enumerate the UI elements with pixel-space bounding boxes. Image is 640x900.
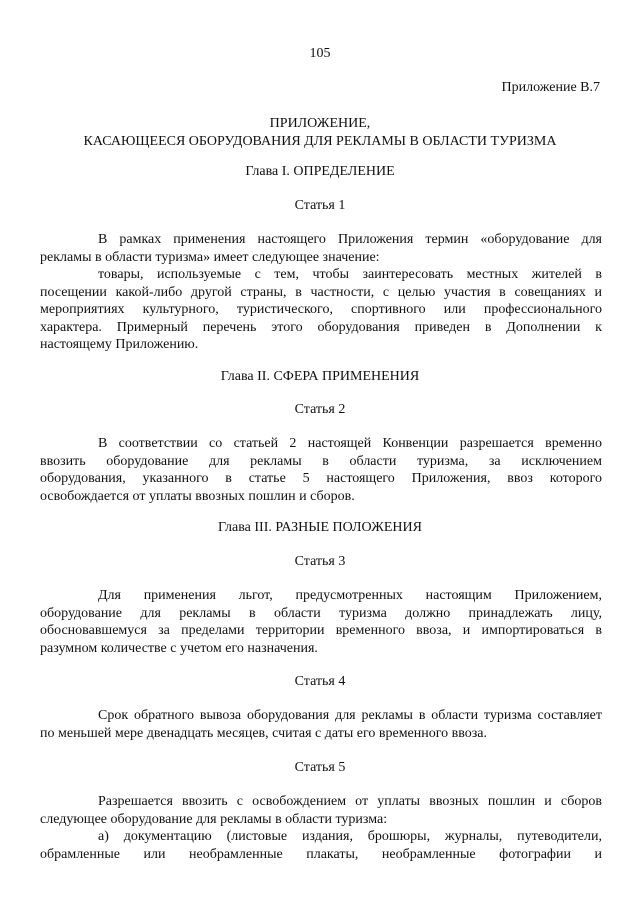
chapter-3-heading: Глава III. РАЗНЫЕ ПОЛОЖЕНИЯ — [218, 520, 422, 535]
article-3-heading: Статья 3 — [294, 554, 346, 569]
appendix-label: Приложение В.7 — [501, 80, 600, 95]
a3-line-2: оборудование для рекламы в области туризма должно принадлежать лицу, — [40, 605, 602, 621]
article-5-heading: Статья 5 — [294, 760, 346, 775]
a1-line-5: мероприятиях культурного, туристического, спортивного или профессионального — [40, 302, 602, 317]
a3-line-1: Для применения льгот, предусмотренных настоящим Приложением, — [98, 588, 602, 603]
a2-line-2: ввозить оборудование для рекламы в области туризма, за исключением — [40, 453, 602, 469]
article-4-heading: Статья 4 — [294, 674, 346, 689]
a5-line-1: Разрешается ввозить с освобождением от уплаты ввозных пошлин и сборов — [98, 794, 602, 809]
page-number: 105 — [309, 46, 331, 61]
a5-line-2: следующее оборудование для рекламы в области туризма: — [40, 811, 388, 827]
article-5-text — [40, 793, 602, 863]
a1-line-7: настоящему Приложению. — [40, 337, 199, 352]
article-1-text — [40, 231, 602, 354]
a1-line-2: рекламы в области туризма» имеет следующее значение: — [40, 249, 380, 265]
chapter-2-heading: Глава II. СФЕРА ПРИМЕНЕНИЯ — [220, 369, 420, 384]
a1-line-3: товары, используемые с тем, чтобы заинтересовать местных жителей в — [98, 267, 602, 282]
a1-line-1: В рамках применения настоящего Приложения термин «оборудование для — [98, 232, 602, 247]
title-line-2: КАСАЮЩЕЕСЯ ОБОРУДОВАНИЯ ДЛЯ РЕКЛАМЫ В ОБЛАСТИ ТУРИЗМА — [83, 133, 557, 149]
a2-line-4: освобождается от уплаты ввозных пошлин и сборов. — [40, 488, 355, 504]
a2-line-1: В соответствии со статьей 2 настоящей Конвенции разрешается временно — [98, 436, 602, 451]
a1-line-4: посещении какой-либо другой страны, в частности, с целью участия в совещаниях и — [40, 284, 602, 300]
a4-line-2: по меньшей мере двенадцать месяцев, считая с даты его временного ввоза. — [40, 725, 488, 741]
article-3-text — [40, 587, 602, 657]
a4-line-1: Срок обратного вывоза оборудования для рекламы в области туризма составляет — [98, 708, 602, 723]
a3-line-4: разумном количестве с учетом его назначения. — [40, 640, 318, 656]
a3-line-3: обосновавшемуся за пределами территории временного ввоза, и импортироваться в — [40, 623, 602, 638]
chapter-1-heading: Глава I. ОПРЕДЕЛЕНИЕ — [245, 164, 395, 179]
article-2-heading: Статья 2 — [294, 402, 346, 417]
document-title — [40, 115, 600, 150]
article-1-heading: Статья 1 — [294, 198, 346, 213]
a5-line-3: а) документацию (листовые издания, брошюры, журналы, путеводители, — [98, 829, 602, 844]
title-line-1: ПРИЛОЖЕНИЕ, — [269, 116, 371, 131]
a5-line-4: обрамленные или необрамленные плакаты, необрамленные фотографии и — [40, 846, 602, 862]
article-4-text — [40, 707, 602, 742]
a2-line-3: оборудования, указанного в статье 5 настоящего Приложения, ввоз которого — [40, 471, 602, 486]
a1-line-6: характера. Примерный перечень этого оборудования приведен в Дополнении к — [40, 319, 602, 335]
article-2-text — [40, 435, 602, 505]
